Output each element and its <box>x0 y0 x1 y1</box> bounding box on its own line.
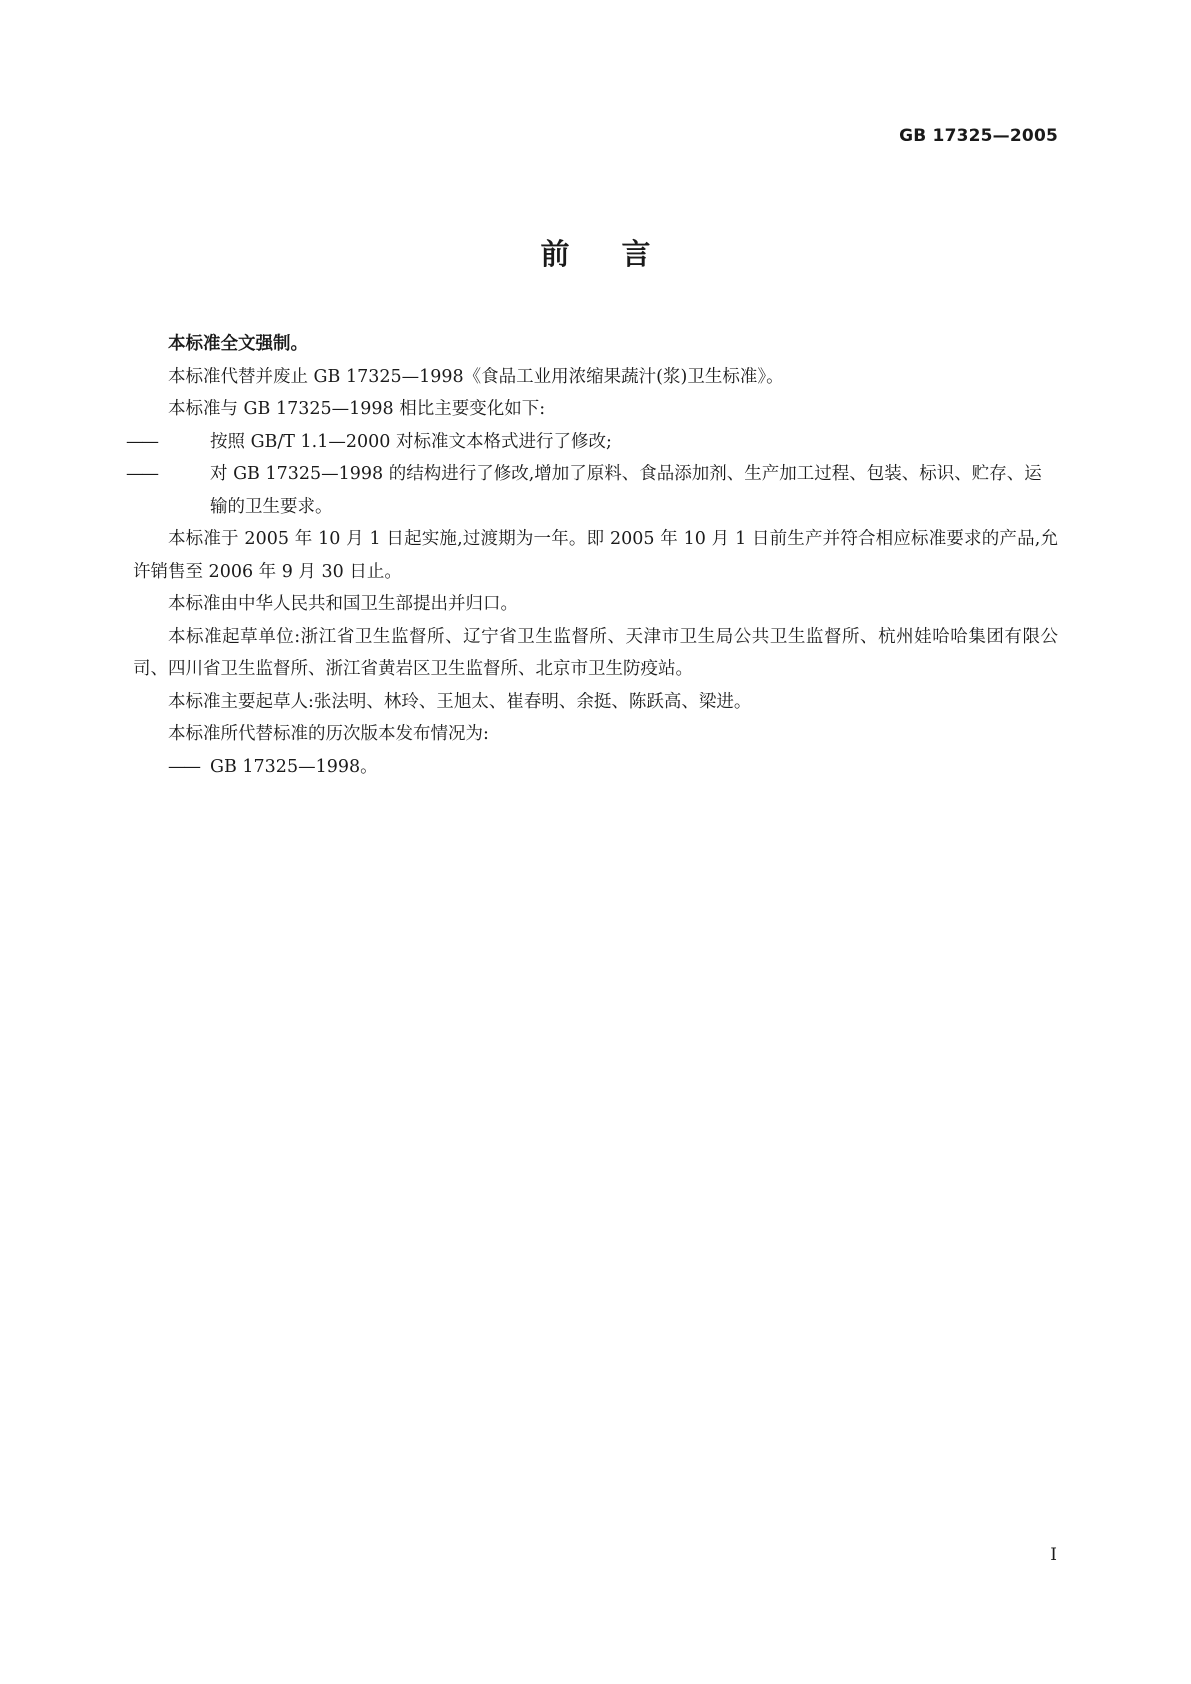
standard-code-header: GB 17325—2005 <box>899 126 1058 146</box>
change-item <box>126 426 1058 459</box>
mandatory-statement: 本标准全文强制。 <box>168 334 308 354</box>
history-item <box>133 751 1058 784</box>
replacement-statement: 本标准代替并废止 GB 17325—1998《食品工业用浓缩果蔬汁(浆)卫生标准》。 <box>168 366 784 387</box>
dash-mark: —— <box>126 431 157 452</box>
drafting-units-statement: 本标准起草单位:浙江省卫生监督所、辽宁省卫生监督所、天津市卫生局公共卫生监督所、杭州娃哈哈集团有限公司、四川省卫生监督所、浙江省黄岩区卫生监督所、北京市卫生防疫站。 <box>133 626 1058 679</box>
change-item-text: 按照 GB/T 1.1—2000 对标准文本格式进行了修改; <box>210 431 612 452</box>
foreword-body <box>126 328 1058 783</box>
history-item-text: GB 17325—1998。 <box>210 756 378 777</box>
changes-intro: 本标准与 GB 17325—1998 相比主要变化如下: <box>168 399 546 419</box>
implementation-statement: 本标准于 2005 年 10 月 1 日起实施,过渡期为一年。即 2005 年 10 月 1 日前生产并符合相应标准要求的产品,允许销售至 2006 年 9 月 30 日止。 <box>133 529 1058 582</box>
dash-mark: —— <box>168 756 199 777</box>
change-item <box>126 458 1058 523</box>
change-item-text: 对 GB 17325—1998 的结构进行了修改,增加了原料、食品添加剂、生产加工过程、包装、标识、贮存、运输的卫生要求。 <box>210 464 1042 517</box>
history-intro: 本标准所代替标准的历次版本发布情况为: <box>168 724 489 744</box>
dash-mark: —— <box>126 464 157 484</box>
proposer-statement: 本标准由中华人民共和国卫生部提出并归口。 <box>168 594 518 614</box>
page-number: I <box>1050 1545 1057 1565</box>
page-title: 前言 <box>540 237 703 271</box>
drafters-statement: 本标准主要起草人:张法明、林玲、王旭太、崔春明、余挺、陈跃高、梁进。 <box>168 691 752 712</box>
